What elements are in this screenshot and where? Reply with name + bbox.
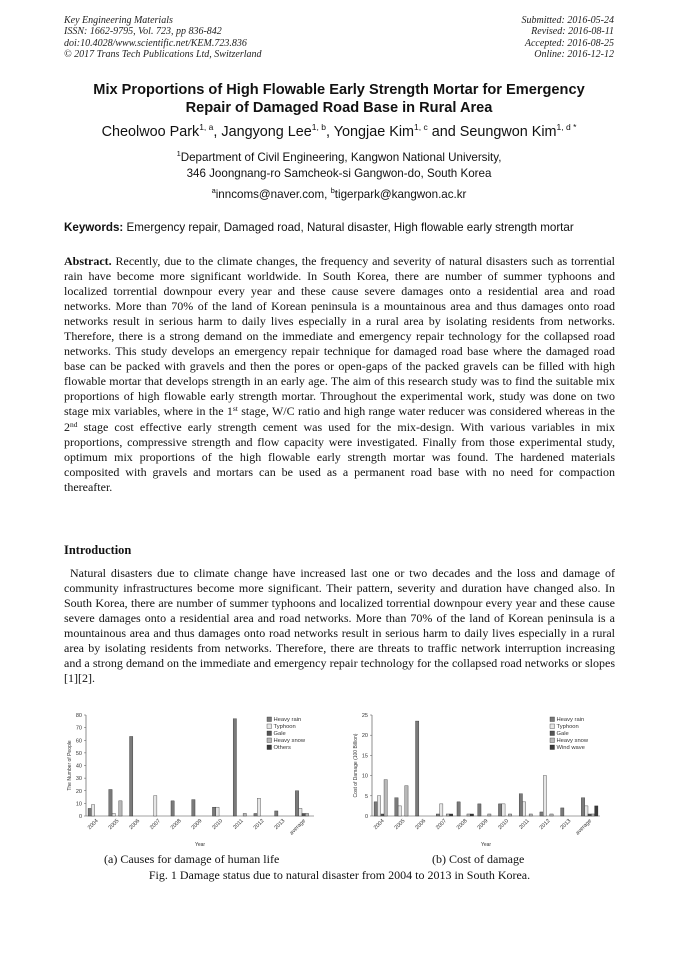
author-name: Seungwon Kim — [459, 124, 557, 140]
bar-wind-wave — [595, 806, 598, 816]
author-list — [30, 123, 648, 141]
bar-heavy-rain — [498, 804, 501, 816]
author-emails — [30, 187, 648, 203]
bar-gale — [588, 814, 591, 816]
author-sep: and — [427, 124, 460, 140]
bar-heavy-rain — [88, 808, 91, 816]
keywords — [64, 221, 624, 235]
bar-heavy-snow — [119, 801, 122, 816]
bar-typhoon — [522, 802, 525, 816]
bar-heavy-rain — [436, 814, 439, 816]
abstract-label: Abstract. — [64, 254, 112, 268]
legend-label: Heavy snow — [273, 738, 306, 745]
bar-heavy-snow — [405, 786, 408, 816]
bar-heavy-rain — [233, 719, 236, 816]
bar-heavy-snow — [243, 813, 246, 816]
bar-typhoon — [585, 806, 588, 816]
y-axis-label: Cost of Damage (100 Billion) — [353, 733, 359, 798]
abstract-text: stage, W/C ratio and high range water reducer was considered whereas in the 2 — [64, 404, 616, 434]
legend-label: Heavy rain — [556, 717, 585, 724]
x-tick-label: 2012 — [538, 818, 552, 832]
x-tick-label: 2012 — [252, 818, 266, 832]
y-tick-label: 25 — [361, 713, 368, 719]
legend-label: Typhoon — [273, 724, 296, 731]
x-tick-label: 2013 — [273, 818, 287, 832]
bar-heavy-snow — [488, 814, 491, 816]
x-tick-label: 2006 — [414, 818, 428, 832]
journal-info — [64, 15, 262, 60]
bar-typhoon — [398, 806, 401, 816]
abstract-text: Recently, due to the climate changes, the frequency and severity of natural disasters such as torrential rain have become more significant worldwide. In South Korea, there are number of summer typhoons and localized torrential downpour every year and these cause severe damages onto a residential area and road networks. More than 70% of the land of Korean peninsula is a mountainous area and thus damages onto road networks result in serious harm to daily lives especially in a rural area by isolating residents from networks. Therefore, there is a strong demand on the immediate and emergency repair technology for the collapsed road networks. This study develops an emergency repair technique for damaged road base where the damaged road base can be packed with gravels and then the pores or open-gaps of the packed gravels can be filled with high flowable mortar that develops strength in an early age. The aim of this research study was to find the suitable mix proportions of high flowable early strength mortar. Throughout the experimental work, study was done on two stage mix variables, where in the 1 — [64, 254, 615, 419]
author-sup: 1, c — [414, 122, 428, 132]
bar-heavy-rain — [374, 802, 377, 816]
bar-heavy-snow — [591, 814, 594, 816]
bar-heavy-snow — [384, 780, 387, 816]
y-tick-label: 40 — [75, 763, 82, 770]
bar-typhoon — [154, 796, 157, 816]
bar-typhoon — [502, 804, 505, 816]
x-tick-label: 2009 — [476, 818, 490, 832]
email-link[interactable]: tigerpark@kangwon.ac.kr — [334, 188, 467, 201]
y-tick-label: 20 — [361, 733, 368, 740]
date-revised: Revised: 2016-08-11 — [531, 26, 614, 38]
bar-typhoon — [257, 798, 260, 816]
legend-label: Wind wave — [556, 745, 585, 752]
legend-label: Gale — [273, 731, 286, 738]
bar-heavy-rain — [416, 721, 419, 816]
affiliation-line-1: Department of Civil Engineering, Kangwon National University, — [180, 151, 502, 164]
abstract-text: stage cost effective early strength cement was used for the mix-design. With various variables in mix proportions, compressive strength and flow capacity were investigated. Finally from those experimental study, optimum mix proportions of the high flowable early strength mortar was found. The hardened materials composited with gravels and mortars can be used as a permanent road base with no need for compaction thereafter. — [64, 419, 615, 494]
x-tick-label: 2005 — [393, 818, 407, 832]
bar-heavy-snow — [529, 814, 532, 816]
y-tick-label: 15 — [361, 753, 368, 760]
legend-swatch — [550, 738, 555, 743]
chart-human-life — [64, 706, 326, 851]
legend-swatch — [550, 717, 555, 722]
x-tick-label: 2011 — [232, 818, 245, 831]
x-axis-label: Year — [194, 842, 206, 848]
bar-typhoon — [112, 813, 115, 816]
date-online: Online: 2016-12-12 — [534, 48, 614, 60]
legend-swatch — [267, 745, 272, 750]
journal-copyright: © 2017 Trans Tech Publications Ltd, Switzerland — [64, 48, 262, 60]
bar-wind-wave — [450, 814, 453, 816]
legend-label: Gale — [556, 731, 569, 738]
keywords-text: Emergency repair, Damaged road, Natural disaster, High flowable early strength mortar — [123, 221, 574, 234]
legend-swatch — [267, 724, 272, 729]
x-tick-label: average — [574, 818, 594, 837]
x-tick-label: 2013 — [559, 818, 573, 832]
introduction-text: Natural disasters due to climate change have increased last one or two decades and the loss and damage of community infrastructures become more significant. Their pattern, severity and duration have changed also. In South Korea, there are number of summer typhoons and localized torrential downpour every year and these cause severe damages onto a residential area and road networks. More than 70% of the land of Korean peninsula is a mountainous area and thus damages onto road networks result in serious harm to daily lives especially in a rural area by isolating residents from networks. Therefore, there are threats to traffic network interruption increasing and a strong demand on the immediate and emergency repair technology for the collapsed road networks or slopes [1][2]. — [64, 566, 615, 686]
bar-heavy-snow — [446, 814, 449, 816]
bar-heavy-rain — [212, 807, 215, 816]
bar-typhoon — [299, 808, 302, 816]
y-tick-label: 30 — [75, 776, 82, 783]
x-tick-label: 2011 — [518, 818, 531, 831]
bar-wind-wave — [470, 814, 473, 816]
y-tick-label: 10 — [361, 773, 368, 780]
email-sup: b — [330, 186, 335, 195]
x-tick-label: 2007 — [435, 818, 448, 832]
subcaption-b: (b) Cost of damage — [432, 852, 525, 866]
y-tick-label: 20 — [75, 788, 82, 795]
bar-heavy-rain — [192, 800, 195, 816]
y-tick-label: 80 — [75, 713, 82, 719]
legend-label: Heavy snow — [556, 738, 589, 745]
author-sep: , — [325, 124, 334, 140]
bar-heavy-snow — [550, 814, 553, 816]
x-tick-label: 2008 — [455, 818, 469, 832]
x-tick-label: average — [288, 818, 308, 837]
figure-caption: Fig. 1 Damage status due to natural disaster from 2004 to 2013 in South Korea. — [148, 868, 531, 882]
title-line-1: Mix Proportions of High Flowable Early Strength Mortar for Emergency — [93, 82, 585, 98]
bar-typhoon — [377, 796, 380, 816]
bar-heavy-rain — [109, 789, 112, 816]
y-tick-label: 0 — [78, 814, 82, 820]
affiliation-line-2: 346 Joongnang-ro Samcheok-si Gangwon-do, South Korea — [186, 166, 492, 180]
x-tick-label: 2004 — [372, 818, 386, 832]
y-tick-label: 70 — [75, 725, 82, 732]
email-sup: a — [211, 186, 216, 195]
y-tick-label: 60 — [75, 738, 82, 745]
bar-heavy-rain — [130, 736, 133, 816]
section-heading-introduction: Introduction — [64, 543, 132, 557]
chart-cost-damage-svg — [350, 706, 612, 851]
y-tick-label: 0 — [364, 814, 368, 820]
title-line-2: Repair of Damaged Road Base in Rural Area — [185, 100, 493, 116]
bar-heavy-rain — [254, 813, 257, 816]
author-name: Cheolwoo Park — [101, 124, 200, 140]
y-axis-label: The Number of People — [67, 740, 73, 791]
abstract-sup: st — [232, 404, 238, 414]
y-tick-label: 50 — [75, 750, 82, 757]
bar-heavy-rain — [275, 811, 278, 816]
journal-name: Key Engineering Materials — [64, 15, 173, 26]
author-name: Yongjae Kim — [333, 124, 415, 140]
bar-typhoon — [216, 807, 219, 816]
legend-swatch — [267, 731, 272, 736]
legend-label: Others — [273, 745, 291, 752]
x-tick-label: 2005 — [107, 818, 121, 832]
bar-heavy-snow — [508, 814, 511, 816]
date-submitted: Submitted: 2016-05-24 — [521, 15, 614, 26]
y-tick-label: 10 — [75, 801, 82, 808]
y-tick-label: 5 — [364, 793, 368, 800]
subcaption-a: (a) Causes for damage of human life — [104, 852, 280, 866]
affiliation — [30, 150, 648, 203]
legend-swatch — [550, 731, 555, 736]
bar-heavy-rain — [457, 802, 460, 816]
x-tick-label: 2007 — [149, 818, 162, 832]
x-axis-label: Year — [480, 842, 492, 848]
legend-label: Typhoon — [556, 724, 579, 731]
legend-label: Heavy rain — [273, 717, 302, 724]
x-tick-label: 2004 — [86, 818, 100, 832]
affiliation-sup: 1 — [176, 149, 181, 158]
author-sep: , — [213, 124, 222, 140]
email-link[interactable]: inncoms@naver.com, — [215, 188, 331, 201]
legend-swatch — [267, 717, 272, 722]
keywords-label: Keywords: — [64, 221, 124, 234]
paper-title — [50, 81, 628, 117]
x-tick-label: 2006 — [128, 818, 142, 832]
x-tick-label: 2009 — [190, 818, 204, 832]
publication-dates — [522, 15, 615, 60]
journal-doi[interactable]: doi:10.4028/www.scientific.net/KEM.723.836 — [64, 37, 247, 49]
bar-heavy-snow — [467, 814, 470, 816]
x-tick-label: 2010 — [497, 818, 511, 832]
legend-swatch — [550, 724, 555, 729]
author-sup: 1, a — [199, 122, 214, 132]
abstract-sup: nd — [70, 419, 78, 429]
author-sup: 1, b — [311, 122, 326, 132]
legend-swatch — [267, 738, 272, 743]
bar-heavy-rain — [519, 794, 522, 816]
date-accepted: Accepted: 2016-08-25 — [524, 37, 614, 49]
bar-heavy-rain — [395, 798, 398, 816]
chart-human-life-svg — [64, 706, 326, 851]
bar-heavy-rain — [540, 812, 543, 816]
bar-heavy-snow — [305, 813, 308, 816]
bar-typhoon — [91, 805, 94, 816]
legend-swatch — [550, 745, 555, 750]
author-name: Jangyong Lee — [221, 124, 312, 140]
abstract — [64, 254, 615, 495]
bar-heavy-rain — [581, 798, 584, 816]
bar-heavy-rain — [171, 801, 174, 816]
bar-gale — [302, 813, 305, 816]
chart-cost-damage — [350, 706, 612, 851]
x-tick-label: 2010 — [211, 818, 225, 832]
x-tick-label: 2008 — [169, 818, 183, 832]
journal-issn: ISSN: 1662-9795, Vol. 723, pp 836-842 — [64, 26, 222, 38]
bar-typhoon — [543, 776, 546, 816]
bar-heavy-rain — [478, 804, 481, 816]
bar-gale — [381, 814, 384, 816]
bar-heavy-rain — [295, 791, 298, 816]
bar-heavy-rain — [561, 808, 564, 816]
bar-typhoon — [440, 804, 443, 816]
author-sup: 1, d * — [556, 122, 577, 132]
